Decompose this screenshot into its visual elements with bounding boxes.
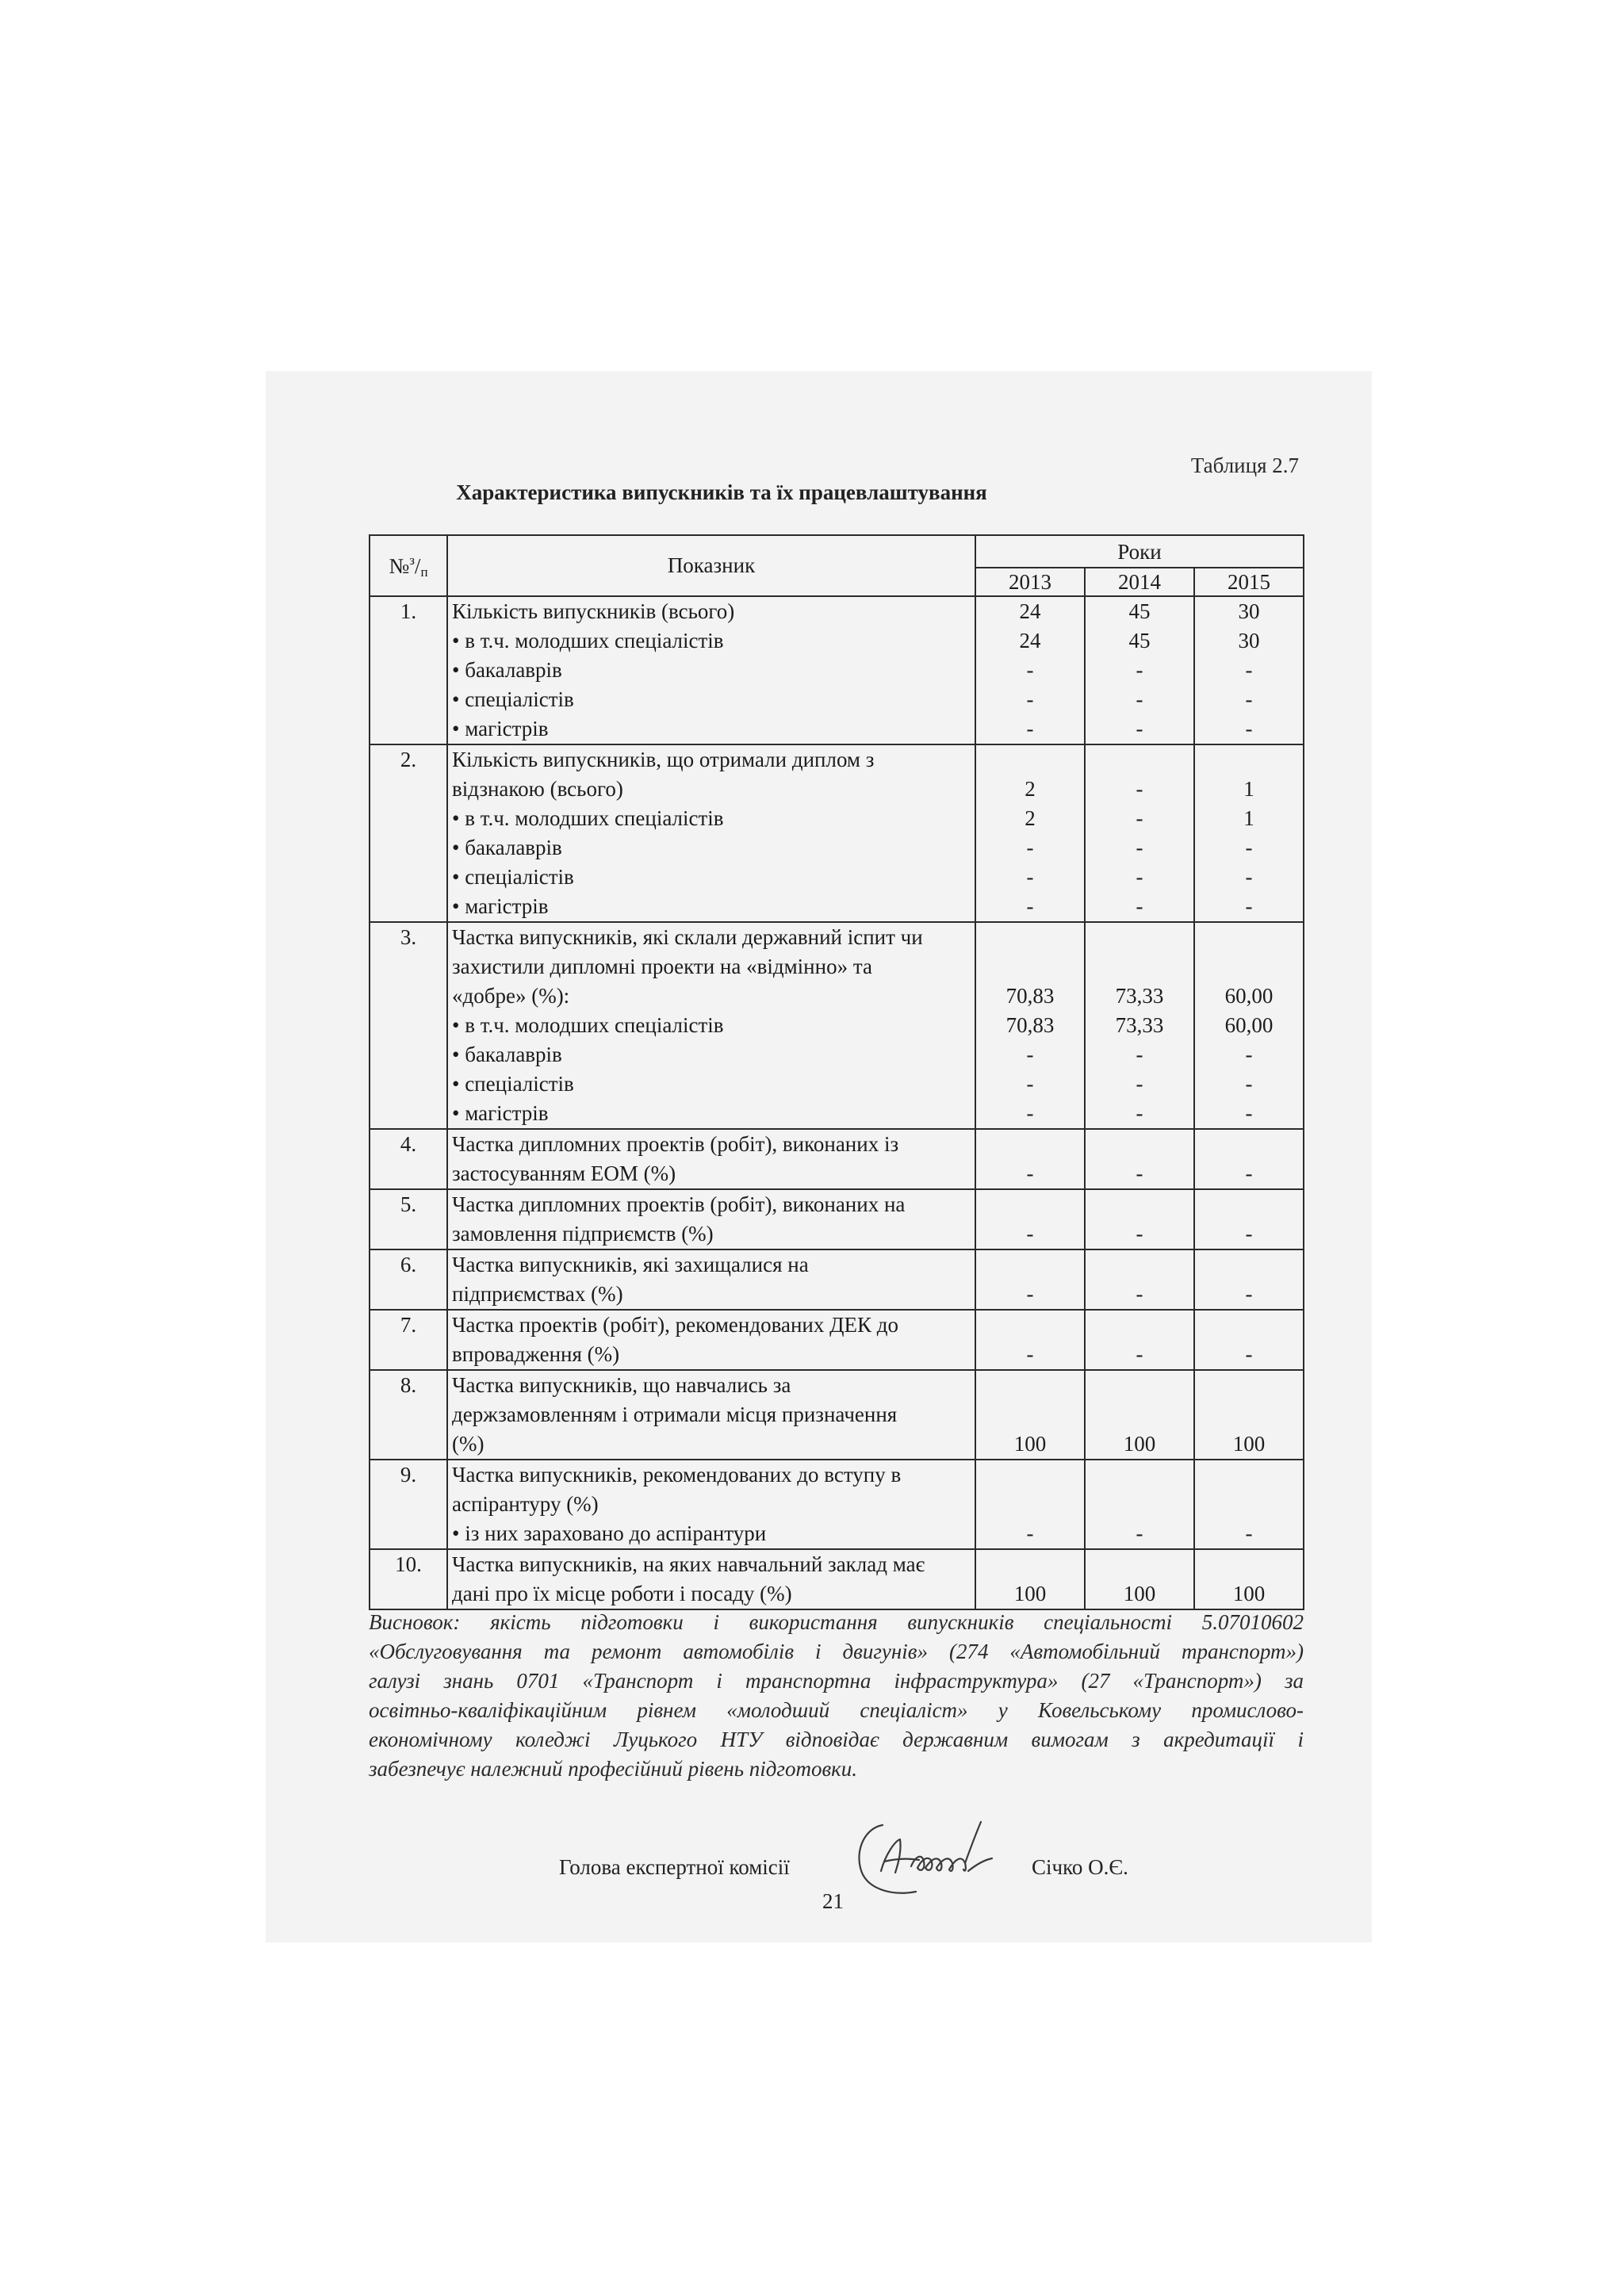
header-indicator: Показник: [447, 535, 975, 596]
row-indicator: [447, 1549, 975, 1609]
conclusion-line: забезпечує належний професійний рівень підготовки.: [369, 1757, 858, 1781]
value-line: 30: [1238, 629, 1260, 652]
conclusion-line: освітньо-кваліфікаційним рівнем «молодший спеціаліст» у Ковельському промислово-: [369, 1698, 1304, 1722]
indicator-line: аспірантуру (%): [452, 1492, 599, 1516]
graduates-table: [369, 534, 1304, 1610]
value-cell-2013: [975, 1460, 1085, 1549]
row-number: 4.: [370, 1129, 447, 1189]
table-row: [370, 1310, 1304, 1370]
value-line: -: [1136, 1101, 1143, 1125]
value-cell-2014: [1085, 1249, 1194, 1310]
value-line: -: [1026, 1072, 1034, 1096]
indicator-line: • спеціалістів: [452, 687, 574, 711]
value-cell-2014: [1085, 744, 1194, 922]
value-line: [976, 1490, 1084, 1519]
value-line: [1195, 745, 1303, 775]
indicator-line: • спеціалістів: [452, 865, 574, 889]
value-cell-2014: [1085, 1189, 1194, 1249]
table-row: [370, 596, 1304, 744]
table-row: [370, 922, 1304, 1129]
value-line: 100: [1013, 1432, 1047, 1456]
value-cell-2015: [1194, 744, 1304, 922]
conclusion-line: Висновок: якість підготовки і використання випускників спеціальності 5.07010602: [369, 1610, 1304, 1634]
value-cell-2015: [1194, 1310, 1304, 1370]
header-number-sub: п: [420, 564, 428, 580]
value-line: -: [1245, 1101, 1253, 1125]
row-number: 3.: [370, 922, 447, 1129]
indicator-line: Частка випускників, які захищалися на: [452, 1253, 809, 1276]
value-line: -: [1245, 1282, 1253, 1306]
header-years: Роки: [975, 535, 1304, 568]
value-line: [1086, 1130, 1193, 1159]
header-number-sup: з: [409, 552, 415, 568]
table-title: Характеристика випускників та їх працевлаштування: [456, 480, 987, 504]
indicator-line: Частка випускників, рекомендованих до вступу в: [452, 1463, 902, 1487]
indicator-line: (%): [452, 1432, 485, 1456]
row-indicator: [447, 1129, 975, 1189]
conclusion-line: економічному коледжі Луцького НТУ відповідає державним вимогам з акредитації і: [369, 1728, 1304, 1751]
value-cell-2014: [1085, 1460, 1194, 1549]
row-indicator: [447, 596, 975, 744]
value-line: -: [1026, 658, 1034, 682]
value-line: -: [1245, 1072, 1253, 1096]
value-line: [1195, 1400, 1303, 1429]
value-cell-2013: [975, 1249, 1085, 1310]
value-line: 100: [1232, 1432, 1266, 1456]
indicator-line: відзнакою (всього): [452, 777, 623, 801]
value-line: -: [1136, 1521, 1143, 1545]
value-line: -: [1245, 836, 1253, 859]
row-number: 8.: [370, 1370, 447, 1460]
indicator-line: замовлення підприємств (%): [452, 1222, 714, 1246]
value-line: [976, 1400, 1084, 1429]
value-line: -: [1026, 1521, 1034, 1545]
indicator-line: Кількість випускників (всього): [452, 599, 735, 623]
value-line: 2: [1025, 777, 1036, 801]
value-line: [1086, 923, 1193, 952]
value-line: -: [1245, 687, 1253, 711]
value-line: 60,00: [1224, 984, 1274, 1008]
value-line: -: [1136, 1282, 1143, 1306]
table-row: [370, 1189, 1304, 1249]
table-row: [370, 1549, 1304, 1609]
value-line: [1086, 1400, 1193, 1429]
indicator-line: «добре» (%):: [452, 984, 570, 1008]
table-body: [370, 596, 1304, 1609]
scanned-page: [266, 371, 1372, 1942]
indicator-line: дані про їх місце роботи і посаду (%): [452, 1582, 792, 1605]
value-line: [1195, 1311, 1303, 1340]
value-line: [976, 1250, 1084, 1280]
indicator-line: підприємствах (%): [452, 1282, 623, 1306]
value-line: -: [1136, 1222, 1143, 1246]
indicator-line: Частка випускників, на яких навчальний заклад має: [452, 1552, 925, 1576]
value-line: -: [1136, 658, 1143, 682]
table-number: Таблиця 2.7: [1190, 453, 1299, 477]
row-number: 9.: [370, 1460, 447, 1549]
value-line: [1086, 1460, 1193, 1490]
value-line: [976, 1311, 1084, 1340]
value-line: [1195, 923, 1303, 952]
indicator-line: впровадження (%): [452, 1342, 620, 1366]
value-line: -: [1245, 1342, 1253, 1366]
value-line: -: [1026, 1342, 1034, 1366]
value-cell-2014: [1085, 596, 1194, 744]
row-number: 7.: [370, 1310, 447, 1370]
value-line: -: [1136, 1072, 1143, 1096]
row-number: 1.: [370, 596, 447, 744]
value-line: -: [1026, 717, 1034, 740]
table-header: [370, 535, 1304, 596]
value-line: -: [1245, 894, 1253, 918]
value-line: [976, 952, 1084, 982]
conclusion-line: галузі знань 0701 «Транспорт і транспортна інфраструктура» (27 «Транспорт») за: [369, 1669, 1304, 1693]
table-row: [370, 1249, 1304, 1310]
row-number: 10.: [370, 1549, 447, 1609]
value-line: -: [1136, 777, 1143, 801]
value-line: -: [1026, 1043, 1034, 1066]
value-cell-2015: [1194, 1129, 1304, 1189]
indicator-line: • в т.ч. молодших спеціалістів: [452, 806, 724, 830]
header-year-2015: 2015: [1194, 568, 1304, 596]
value-line: 100: [1123, 1432, 1156, 1456]
value-line: -: [1136, 806, 1143, 830]
indicator-line: Частка дипломних проектів (робіт), виконаних із: [452, 1132, 899, 1156]
value-line: 100: [1232, 1582, 1266, 1605]
value-line: 2: [1025, 806, 1036, 830]
value-line: 60,00: [1224, 1013, 1274, 1037]
value-line: -: [1136, 1043, 1143, 1066]
row-indicator: [447, 1189, 975, 1249]
conclusion-line: «Обслуговування та ремонт автомобілів і двигунів» (274 «Автомобільний транспорт»): [369, 1640, 1304, 1663]
value-line: 73,33: [1115, 984, 1164, 1008]
value-cell-2015: [1194, 922, 1304, 1129]
indicator-line: Частка випускників, що навчались за: [452, 1373, 791, 1397]
value-line: -: [1245, 1161, 1253, 1185]
header-number: $№^з/_п$: [370, 535, 447, 596]
value-cell-2015: [1194, 1370, 1304, 1460]
value-line: 30: [1238, 599, 1260, 623]
value-line: 100: [1123, 1582, 1156, 1605]
table-row: [370, 1460, 1304, 1549]
value-line: [976, 1190, 1084, 1219]
indicator-line: держзамовленням і отримали місця призначення: [452, 1402, 898, 1426]
value-line: -: [1026, 836, 1034, 859]
chair-label: Голова експертної комісії: [559, 1855, 790, 1879]
indicator-line: • спеціалістів: [452, 1072, 574, 1096]
table-row: [370, 1129, 1304, 1189]
value-line: -: [1136, 836, 1143, 859]
value-line: [1195, 1130, 1303, 1159]
row-indicator: [447, 1370, 975, 1460]
value-line: -: [1245, 1521, 1253, 1545]
value-cell-2013: [975, 1129, 1085, 1189]
value-line: -: [1026, 687, 1034, 711]
value-line: -: [1136, 1161, 1143, 1185]
value-line: [1086, 1490, 1193, 1519]
value-line: [976, 1460, 1084, 1490]
chair-name: Січко О.Є.: [1032, 1855, 1128, 1879]
value-line: 70,83: [1005, 984, 1055, 1008]
value-line: [1086, 745, 1193, 775]
value-line: -: [1245, 1043, 1253, 1066]
value-line: [1195, 952, 1303, 982]
indicator-line: Частка дипломних проектів (робіт), виконаних на: [452, 1192, 906, 1216]
value-line: -: [1026, 1161, 1034, 1185]
indicator-line: Частка проектів (робіт), рекомендованих ДЕК до: [452, 1313, 899, 1337]
value-cell-2013: [975, 1370, 1085, 1460]
indicator-line: • магістрів: [452, 717, 549, 740]
indicator-line: захистили дипломні проекти на «відмінно» та: [452, 955, 872, 978]
handwritten-signature: [849, 1814, 1016, 1901]
value-line: [1195, 1371, 1303, 1400]
indicator-line: • бакалаврів: [452, 658, 562, 682]
row-number: 6.: [370, 1249, 447, 1310]
value-line: [1086, 1311, 1193, 1340]
value-cell-2013: [975, 1189, 1085, 1249]
value-cell-2015: [1194, 596, 1304, 744]
value-line: 73,33: [1115, 1013, 1164, 1037]
value-line: -: [1136, 1342, 1143, 1366]
value-line: 70,83: [1005, 1013, 1055, 1037]
value-cell-2014: [1085, 1549, 1194, 1609]
value-line: [1195, 1190, 1303, 1219]
row-indicator: [447, 922, 975, 1129]
indicator-line: • магістрів: [452, 894, 549, 918]
table-row: [370, 744, 1304, 922]
indicator-line: Кількість випускників, що отримали диплом з: [452, 748, 875, 771]
value-line: [1195, 1460, 1303, 1490]
value-line: [1195, 1490, 1303, 1519]
row-indicator: [447, 1460, 975, 1549]
header-number-main: №: [389, 553, 410, 578]
indicator-line: • магістрів: [452, 1101, 549, 1125]
indicator-line: • в т.ч. молодших спеціалістів: [452, 1013, 724, 1037]
value-line: -: [1136, 687, 1143, 711]
value-line: 100: [1013, 1582, 1047, 1605]
value-cell-2014: [1085, 1310, 1194, 1370]
header-year-2013: 2013: [975, 568, 1085, 596]
value-line: 24: [1019, 629, 1041, 652]
value-line: 1: [1243, 806, 1254, 830]
header-year-2014: 2014: [1085, 568, 1194, 596]
value-line: -: [1245, 658, 1253, 682]
value-line: [1195, 1550, 1303, 1579]
value-line: 24: [1019, 599, 1041, 623]
value-line: -: [1026, 865, 1034, 889]
value-cell-2014: [1085, 922, 1194, 1129]
indicator-line: • із них зараховано до аспірантури: [452, 1521, 767, 1545]
value-cell-2013: [975, 744, 1085, 922]
row-indicator: [447, 1249, 975, 1310]
value-cell-2015: [1194, 1549, 1304, 1609]
page-number: 21: [822, 1889, 844, 1913]
row-indicator: [447, 1310, 975, 1370]
value-cell-2014: [1085, 1129, 1194, 1189]
value-line: [1086, 1190, 1193, 1219]
value-line: [976, 1130, 1084, 1159]
value-line: [1086, 1371, 1193, 1400]
indicator-line: Частка випускників, які склали державний іспит чи: [452, 925, 923, 949]
value-line: -: [1026, 1282, 1034, 1306]
row-number: 5.: [370, 1189, 447, 1249]
value-cell-2015: [1194, 1249, 1304, 1310]
conclusion-text: [369, 1608, 1304, 1784]
value-line: -: [1245, 1222, 1253, 1246]
value-line: -: [1245, 865, 1253, 889]
value-cell-2015: [1194, 1189, 1304, 1249]
value-cell-2013: [975, 922, 1085, 1129]
value-line: -: [1026, 1101, 1034, 1125]
value-line: -: [1136, 865, 1143, 889]
row-number: 2.: [370, 744, 447, 922]
value-line: [1086, 1250, 1193, 1280]
value-line: -: [1245, 717, 1253, 740]
indicator-line: застосуванням ЕОМ (%): [452, 1161, 676, 1185]
value-line: 45: [1128, 599, 1151, 623]
value-line: -: [1026, 894, 1034, 918]
value-line: [1086, 1550, 1193, 1579]
value-line: [976, 745, 1084, 775]
value-cell-2013: [975, 1310, 1085, 1370]
value-cell-2013: [975, 596, 1085, 744]
value-line: -: [1136, 894, 1143, 918]
indicator-line: • бакалаврів: [452, 1043, 562, 1066]
value-line: -: [1026, 1222, 1034, 1246]
value-line: [1195, 1250, 1303, 1280]
value-cell-2015: [1194, 1460, 1304, 1549]
indicator-line: • в т.ч. молодших спеціалістів: [452, 629, 724, 652]
table-row: [370, 1370, 1304, 1460]
value-line: [976, 1371, 1084, 1400]
value-line: [976, 1550, 1084, 1579]
value-line: -: [1136, 717, 1143, 740]
row-indicator: [447, 744, 975, 922]
value-cell-2013: [975, 1549, 1085, 1609]
indicator-line: • бакалаврів: [452, 836, 562, 859]
value-line: [976, 923, 1084, 952]
value-line: [1086, 952, 1193, 982]
value-cell-2014: [1085, 1370, 1194, 1460]
value-line: 1: [1243, 777, 1254, 801]
value-line: 45: [1128, 629, 1151, 652]
